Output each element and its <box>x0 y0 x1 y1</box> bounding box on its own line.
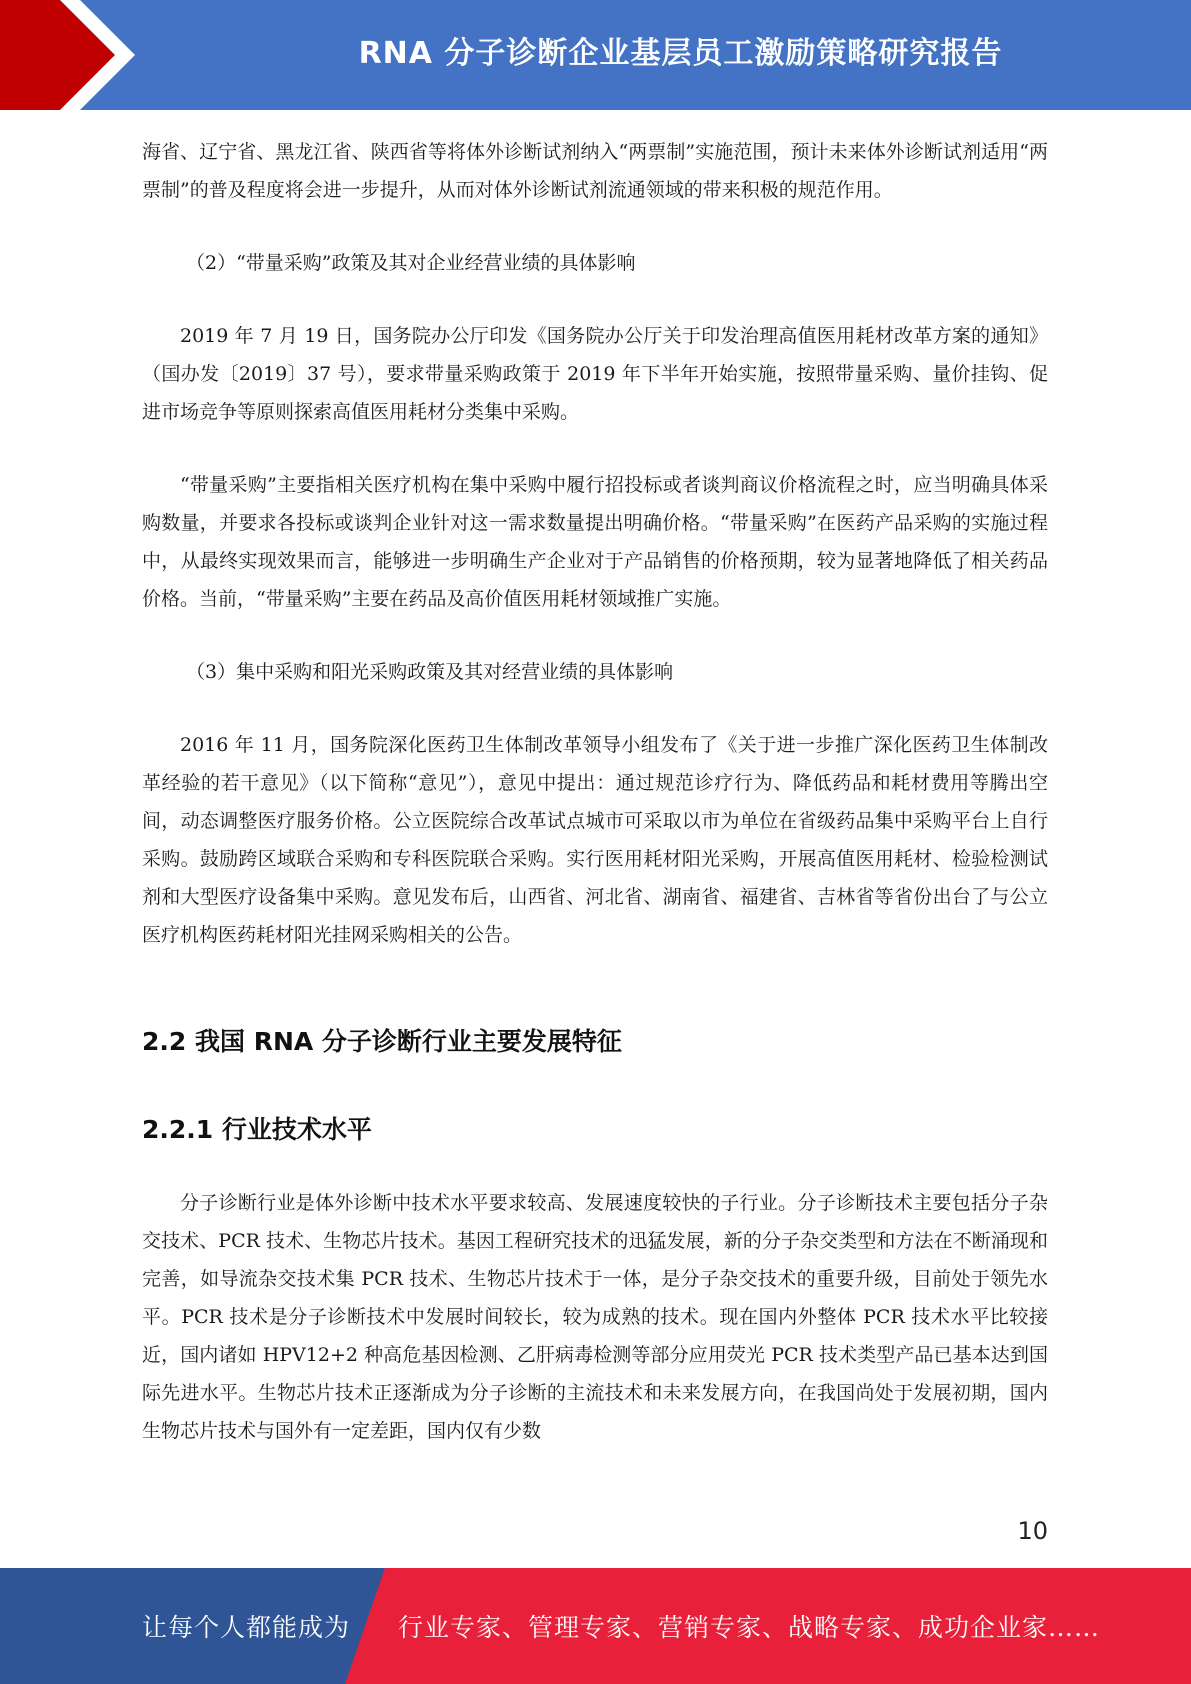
page-footer <box>0 1568 1191 1684</box>
section-heading-2-2-1: 2.2.1 行业技术水平 <box>142 1115 372 1144</box>
report-title: RNA 分子诊断企业基层员工激励策略研究报告 <box>358 36 1003 71</box>
document-body <box>142 133 1048 1450</box>
paragraph-continuation: 海省、辽宁省、黑龙江省、陕西省等将体外诊断试剂纳入“两票制”实施范围，预计未来体外诊断试剂适用“两票制”的普及程度将会进一步提升，从而对体外诊断试剂流通领域的带来积极的规范作用。 <box>142 141 1048 201</box>
paragraph-volume-procurement-definition: “带量采购”主要指相关医疗机构在集中采购中履行招投标或者谈判商议价格流程之时，应当明确具体采购数量，并要求各投标或谈判企业针对这一需求数量提出明确价格。“带量采购”在医药产品采购的实施过程中，从最终实现效果而言，能够进一步明确生产企业对于产品销售的价格预期，较为显著地降低了相关药品价格。当前，“带量采购”主要在药品及高价值医用耗材领域推广实施。 <box>142 474 1048 610</box>
subheading-volume-procurement: （2）“带量采购”政策及其对企业经营业绩的具体影响 <box>186 252 636 274</box>
footer-slogan-right: 行业专家、管理专家、营销专家、战略专家、成功企业家…… <box>398 1613 1101 1642</box>
paragraph-technology-level: 分子诊断行业是体外诊断中技术水平要求较高、发展速度较快的子行业。分子诊断技术主要包括分子杂交技术、PCR 技术、生物芯片技术。基因工程研究技术的迅猛发展，新的分子杂交类型和方法在不断涌现和完善，如导流杂交技术集 PCR 技术、生物芯片技术于一体，是分子杂交技术的重要升级，目前处于领先水平。PCR 技术是分子诊断技术中发展时间较长，较为成熟的技术。现在国内外整体 PCR 技术水平比较接近，国内诸如 HPV12+2 种高危基因检测、乙肝病毒检测等部分应用荧光 PCR 技术类型产品已基本达到国际先进水平。生物芯片技术正逐渐成为分子诊断的主流技术和未来发展方向，在我国尚处于发展初期，国内生物芯片技术与国外有一定差距，国内仅有少数 <box>142 1192 1048 1442</box>
section-heading-2-2: 2.2 我国 RNA 分子诊断行业主要发展特征 <box>142 1027 622 1056</box>
paragraph-2019-notice: 2019 年 7 月 19 日，国务院办公厅印发《国务院办公厅关于印发治理高值医用耗材改革方案的通知》（国办发〔2019〕37 号），要求带量采购政策于 2019 年下半年开始实施，按照带量采购、量价挂钩、促进市场竞争等原则探索高值医用耗材分类集中采购。 <box>142 325 1048 423</box>
page-header <box>0 0 1191 110</box>
header-arrow-decoration <box>0 0 160 110</box>
subheading-centralized-procurement: （3）集中采购和阳光采购政策及其对经营业绩的具体影响 <box>186 661 674 683</box>
paragraph-2016-opinions: 2016 年 11 月，国务院深化医药卫生体制改革领导小组发布了《关于进一步推广深化医药卫生体制改革经验的若干意见》（以下简称“意见”），意见中提出：通过规范诊疗行为、降低药品和耗材费用等腾出空间，动态调整医疗服务价格。公立医院综合改革试点城市可采取以市为单位在省级药品集中采购平台上自行采购。鼓励跨区域联合采购和专科医院联合采购。实行医用耗材阳光采购，开展高值医用耗材、检验检测试剂和大型医疗设备集中采购。意见发布后，山西省、河北省、湖南省、福建省、吉林省等省份出台了与公立医疗机构医药耗材阳光挂网采购相关的公告。 <box>142 734 1048 946</box>
page-number: 10 <box>1017 1517 1048 1545</box>
footer-slogan-left: 让每个人都能成为 <box>142 1613 351 1642</box>
